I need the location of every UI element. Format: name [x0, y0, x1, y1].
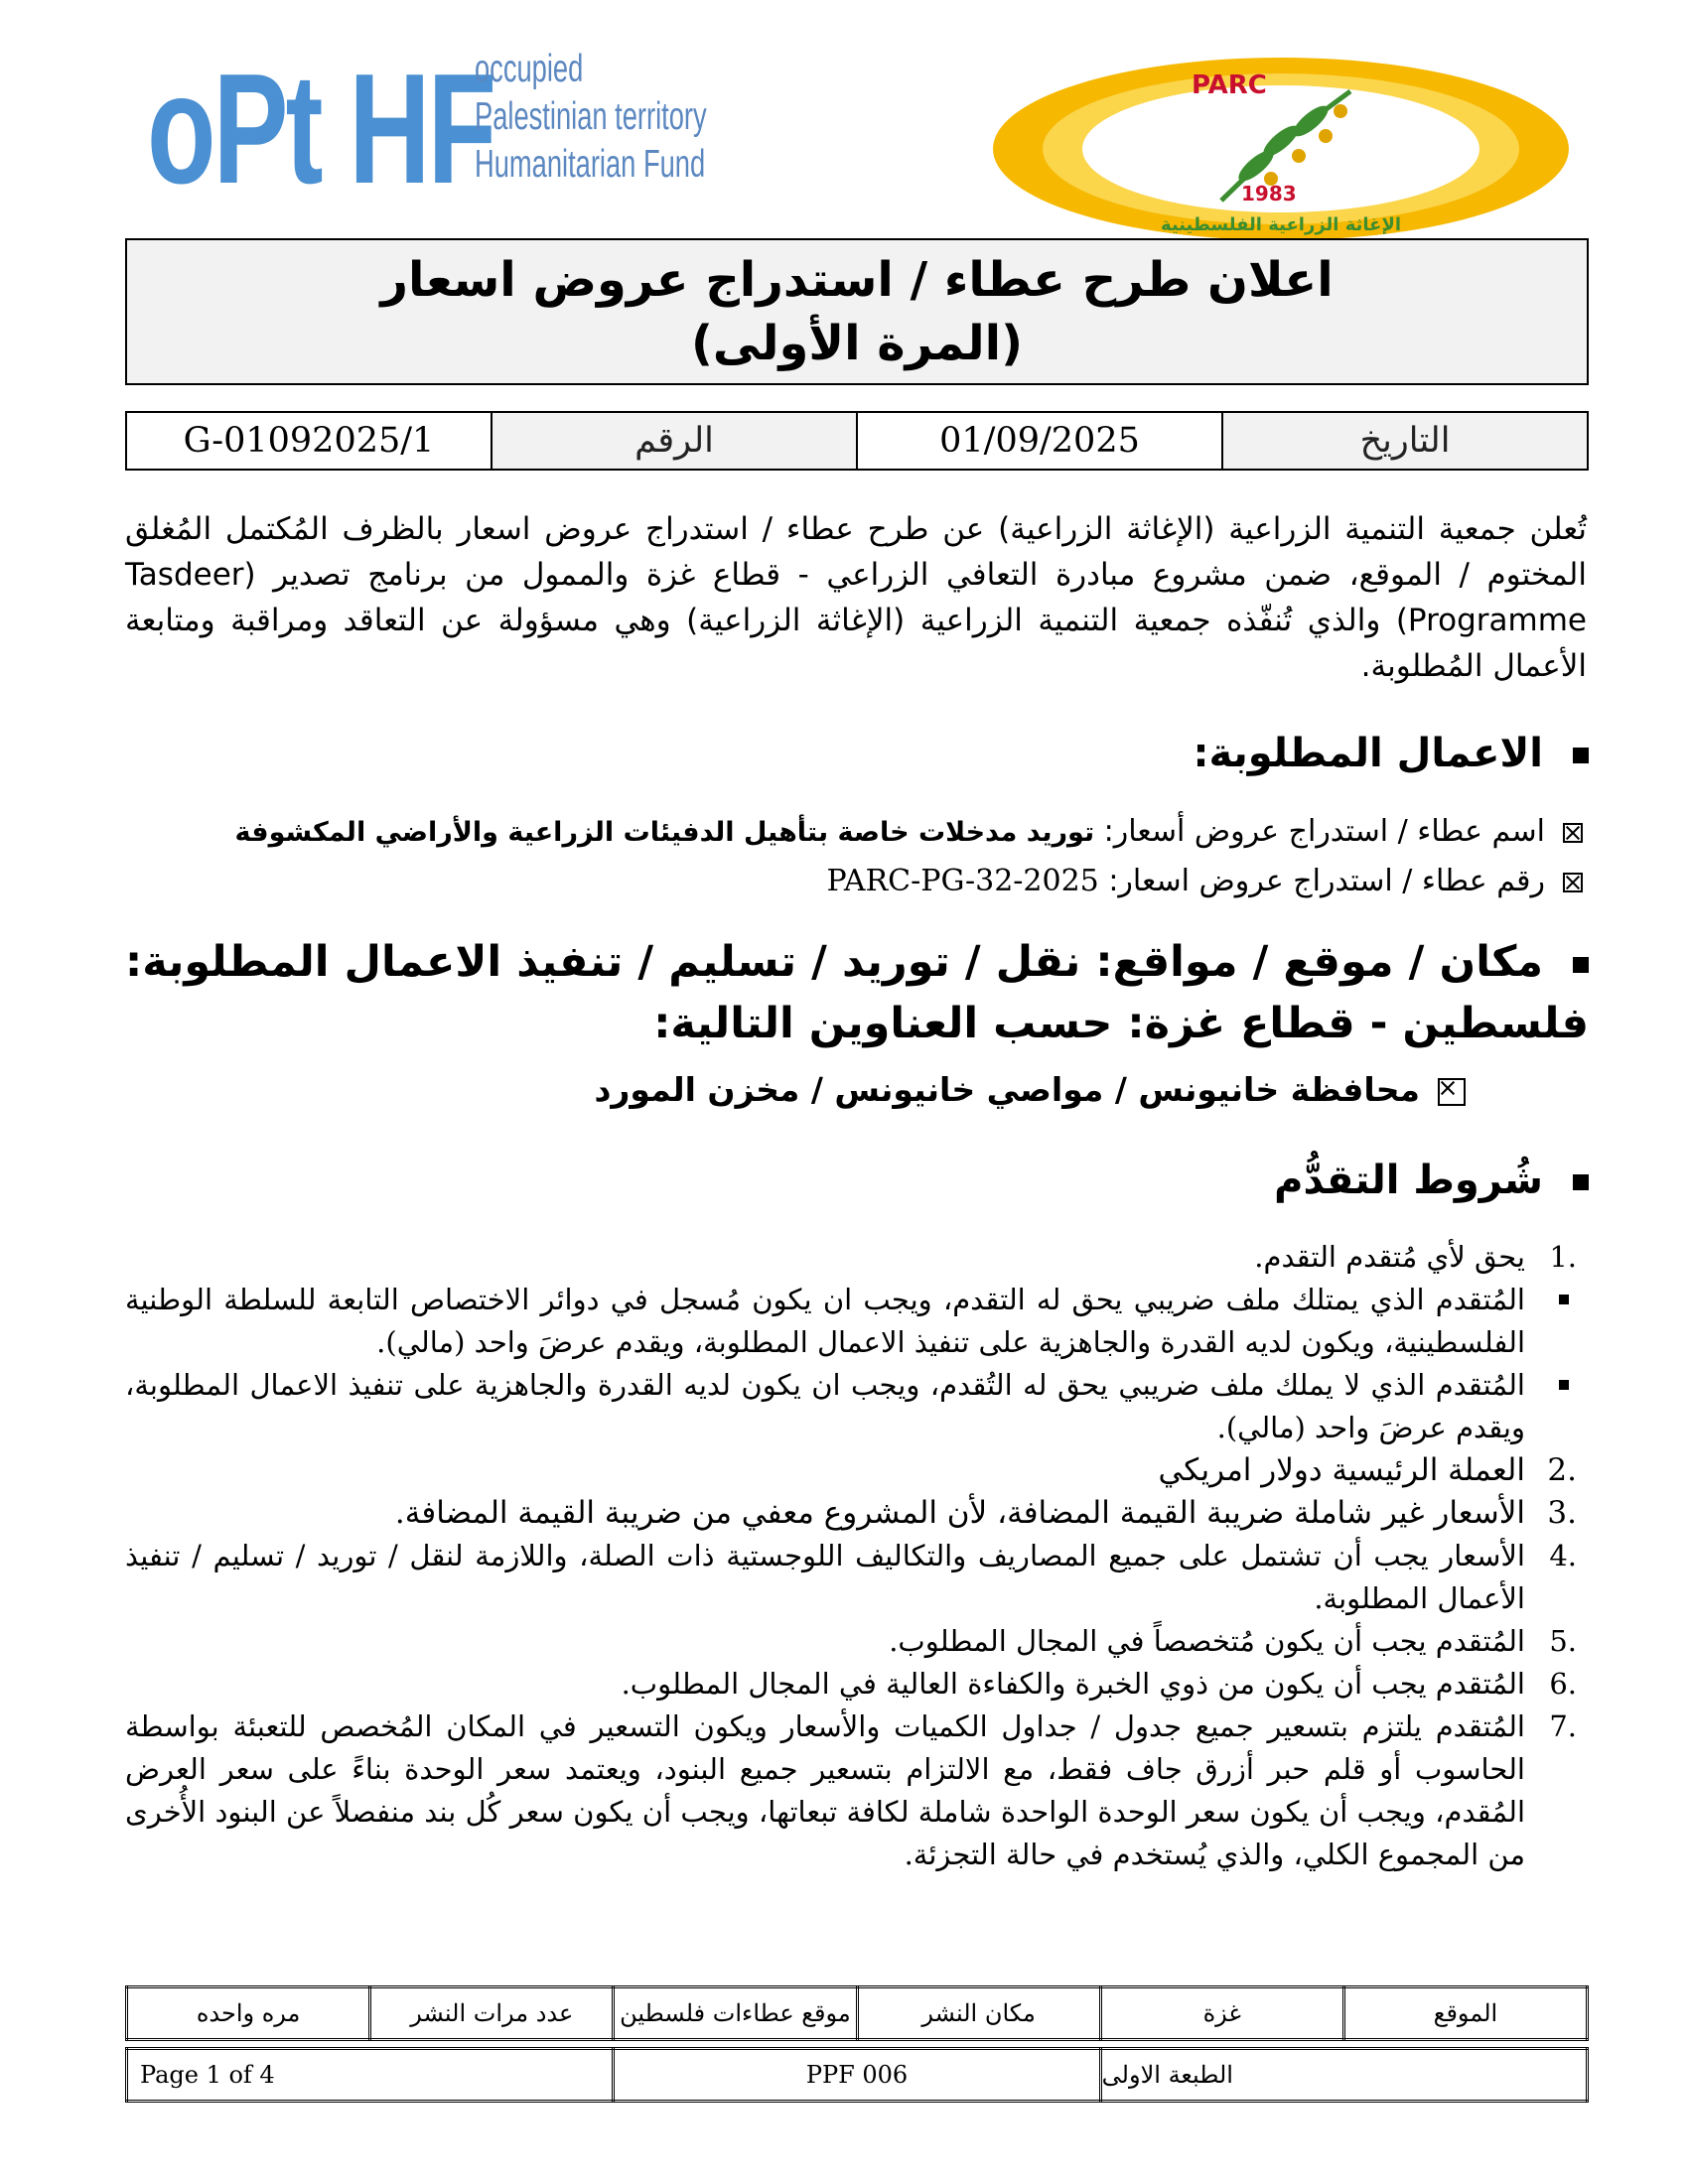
- condition-text: المُتقدم يلتزم بتسعير جميع جدول / جداول الكميات والأسعار ويكون التسعير في المكان المُخصص للتعبئة بواسطة الحاسوب أو قلم حبر أزرق جاف فقط، مع الالتزام بتسعير جميع البنود، ويعتمد سعر الوحدة بناءً على سعر العرض المُقدم، ويجب أن يكون سعر الوحدة الواحدة شاملة لكافة تبعاتها، ويجب أن يكون سعر كُل بند منفصلاً عن البنود الأُخرى من المجموع الكلي، والذي يُستخدم في حالة التجزئة.: [125, 1709, 1525, 1871]
- tender-number-value: PARC-PG-32-2025: [826, 864, 1099, 898]
- conditions-list: [125, 1236, 1577, 1876]
- condition-text: الأسعار غير شاملة ضريبة القيمة المضافة، لأن المشروع معفي من ضريبة القيمة المضافة.: [394, 1495, 1525, 1531]
- form-code-cell: PPF 006: [614, 2049, 1100, 2102]
- footer-cell: عدد مرات النشر: [370, 1987, 614, 2040]
- number-value: G-01092025/1: [126, 412, 492, 470]
- condition-text: المُتقدم الذي لا يملك ملف ضريبي يحق له التُقدم، ويجب ان يكون لديه القدرة والجاهزية على تنفيذ الاعمال المطلوبة، ويقدم عرضَ واحد (مالي).: [125, 1368, 1525, 1444]
- intro-paragraph: تُعلن جمعية التنمية الزراعية (الإغاثة الزراعية) عن طرح عطاء / استدراج عروض اسعار بالظرف المُكتمل المُغلق المختوم / الموقع، ضمن مشروع مبادرة التعافي الزراعي - قطاع غزة والممول من برنامج تصدير (Tasdeer Programme) والذي تُنفّذه جمعية التنمية الزراعية (الإغاثة الزراعية) وهي مسؤولة عن التعاقد ومراقبة ومتابعة الأعمال المُطلوبة.: [125, 511, 1587, 684]
- bullet-icon: [1573, 957, 1589, 973]
- condition-number: 5.: [1549, 1624, 1577, 1658]
- bullet-icon: [1573, 748, 1589, 763]
- condition-number: 2.: [1547, 1452, 1577, 1488]
- condition-number: 6.: [1549, 1667, 1577, 1701]
- condition-text: المُتقدم يجب أن يكون مُتخصصاً في المجال المطلوب.: [889, 1624, 1525, 1658]
- opt-line-3: Humanitarian Fund: [475, 143, 706, 186]
- condition-subitem: [125, 1279, 1525, 1364]
- condition-item: [125, 1449, 1577, 1492]
- location-item: [125, 1070, 1466, 1109]
- condition-number: 7.: [1549, 1709, 1577, 1743]
- opt-line-1: occupied: [475, 48, 584, 90]
- conditions-heading-text: شُروط التقدُّم: [1274, 1158, 1543, 1203]
- condition-number: 3.: [1547, 1495, 1577, 1531]
- tender-number-label: رقم عطاء / استدراج عروض اسعار:: [1108, 864, 1545, 898]
- parc-year: 1983: [1241, 182, 1297, 205]
- page-footer-table: [125, 2047, 1589, 2103]
- tender-name-value: توريد مدخلات خاصة بتأهيل الدفيئات الزراعية والأراضي المكشوفة: [234, 817, 1095, 848]
- tender-name-line: [125, 814, 1583, 849]
- title-line-2: (المرة الأولى): [690, 316, 1024, 371]
- page-number-cell: Page 1 of 4: [127, 2049, 614, 2102]
- works-heading: [125, 731, 1589, 776]
- location-heading: [125, 931, 1589, 1054]
- bullet-icon: [1573, 1174, 1589, 1190]
- condition-item: [125, 1236, 1577, 1279]
- location-heading-text: مكان / موقع / مواقع: نقل / توريد / تسليم / تنفيذ الاعمال المطلوبة: فلسطين - قطاع غزة: حسب العناوين التالية:: [125, 937, 1589, 1048]
- condition-item: [125, 1663, 1577, 1706]
- condition-item: [125, 1535, 1577, 1620]
- condition-number: 1.: [1549, 1240, 1577, 1274]
- bullet-icon: [1559, 1295, 1569, 1304]
- opt-hf-logo-mark: oPt HF: [147, 42, 494, 216]
- date-label: التاريخ: [1222, 412, 1588, 470]
- opt-hf-logo-text: [475, 46, 707, 189]
- publication-table: [125, 1985, 1589, 2041]
- title-line-1: اعلان طرح عطاء / استدراج عروض اسعار: [380, 252, 1334, 308]
- tender-name-label: اسم عطاء / استدراج عروض أسعار:: [1103, 814, 1545, 849]
- condition-text: الأسعار يجب أن تشتمل على جميع المصاريف والتكاليف اللوجستية ذات الصلة، واللازمة لنقل / توريد / تسليم / تنفيذ الأعمال المطلوبة.: [125, 1539, 1525, 1615]
- checkbox-icon: [1563, 873, 1583, 892]
- condition-text: يحق لأي مُتقدم التقدم.: [1254, 1240, 1525, 1274]
- condition-number: 4.: [1549, 1539, 1577, 1572]
- condition-text: المُتقدم الذي يمتلك ملف ضريبي يحق له التقدم، ويجب ان يكون مُسجل في دوائر الاختصاص التابعة للسلطة الوطنية الفلسطينية، ويكون لديه القدرة والجاهزية على تنفيذ الاعمال المطلوبة، ويقدم عرضَ واحد (مالي).: [125, 1283, 1525, 1359]
- parc-logo: [983, 52, 1579, 245]
- location-item-text: محافظة خانيونس / مواصي خانيونس / مخزن المورد: [594, 1070, 1420, 1109]
- checkbox-icon: [1563, 823, 1583, 843]
- meta-table: [125, 411, 1589, 471]
- works-heading-text: الاعمال المطلوبة:: [1193, 731, 1543, 776]
- condition-item: [125, 1492, 1577, 1535]
- edition-cell: الطبعة الاولى: [1100, 2049, 1587, 2102]
- opt-line-2: Palestinian territory: [475, 95, 707, 138]
- footer-cell: موقع عطاءات فلسطين: [614, 1987, 857, 2040]
- footer-cell: الموقع: [1343, 1987, 1587, 2040]
- title-box: [125, 238, 1589, 385]
- footer-cell: غزة: [1100, 1987, 1343, 2040]
- footer-cell: مكان النشر: [857, 1987, 1100, 2040]
- condition-subitem: [125, 1364, 1525, 1449]
- conditions-heading: [125, 1158, 1589, 1203]
- parc-arc-text: PARC: [1192, 70, 1267, 100]
- condition-item: [125, 1706, 1577, 1876]
- checkbox-icon: [1438, 1078, 1466, 1106]
- date-value: 01/09/2025: [857, 412, 1222, 470]
- footer-cell: مره واحده: [127, 1987, 370, 2040]
- opt-hf-logo: [147, 40, 707, 228]
- parc-arabic-name: الإغاثة الزراعية الفلسطينية: [1160, 214, 1402, 235]
- condition-text: العملة الرئيسية دولار امريكي: [1158, 1452, 1525, 1488]
- bullet-icon: [1559, 1380, 1569, 1390]
- number-label: الرقم: [492, 412, 857, 470]
- condition-text: المُتقدم يجب أن يكون من ذوي الخبرة والكفاءة العالية في المجال المطلوب.: [621, 1667, 1525, 1701]
- condition-item: [125, 1620, 1577, 1663]
- tender-number-line: [125, 864, 1583, 898]
